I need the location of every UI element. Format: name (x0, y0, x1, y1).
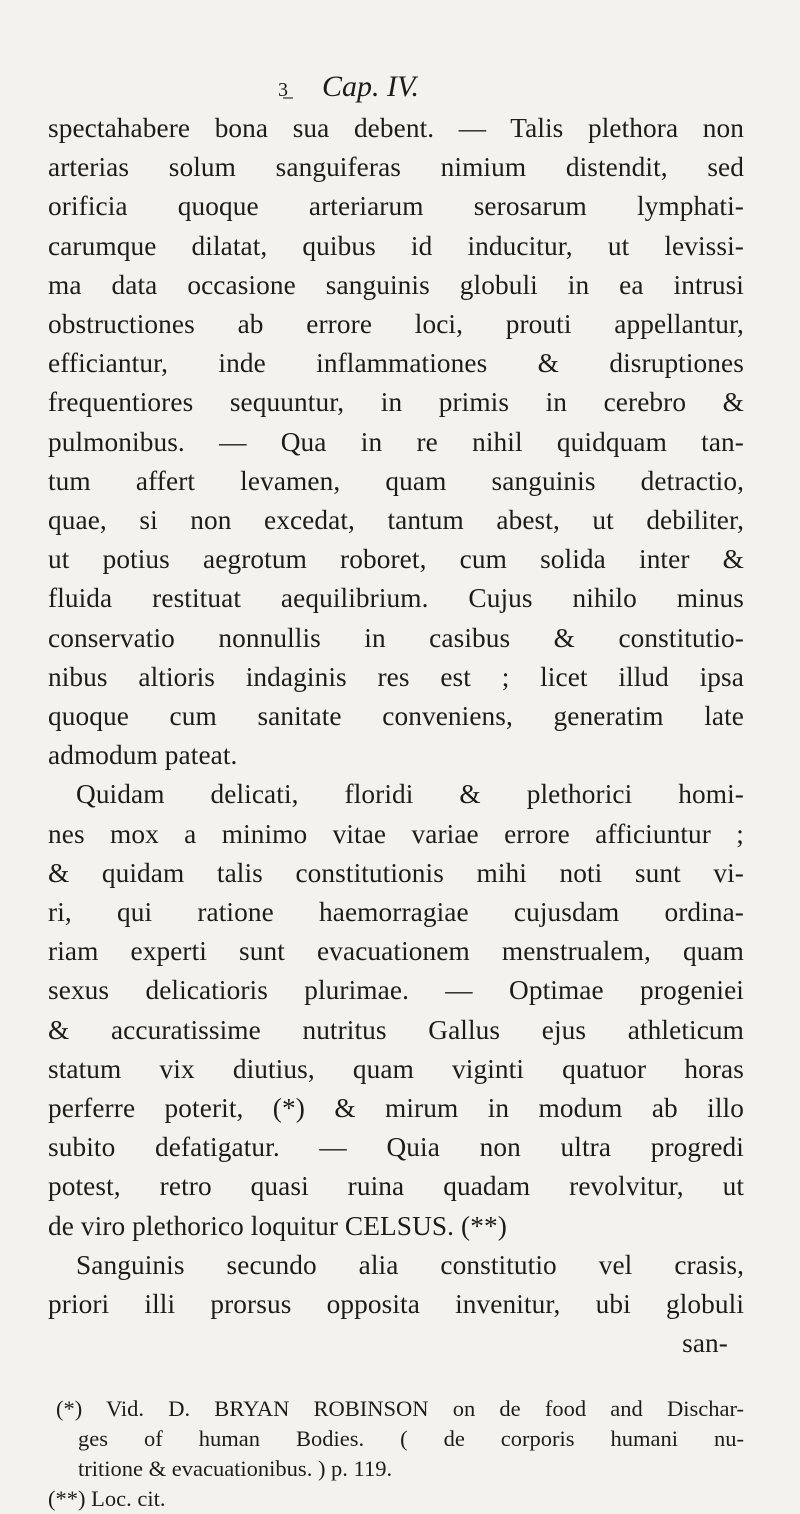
text-line: subito defatigatur. — Quia non ultra progredi (48, 1132, 744, 1163)
text-line: spectahabere bona sua debent. — Talis plethora non (48, 113, 744, 143)
text-line: quae, si non excedat, tantum abest, ut debiliter, (48, 505, 744, 536)
text-line: & accuratissime nutritus Gallus ejus athleticum (48, 1014, 744, 1045)
running-header (278, 70, 744, 107)
footnotes (48, 1394, 744, 1514)
text-line: pulmonibus. — Qua in re nihil quidquam tan- (48, 426, 744, 457)
text-line: nibus altioris indaginis res est ; licet illud ipsa (48, 661, 744, 692)
text-line: Sanguinis secundo alia constitutio vel crasis, (76, 1249, 744, 1280)
text-line: conservatio nonnullis in casibus & constitutio- (48, 622, 744, 653)
text-line: potest, retro quasi ruina quadam revolvitur, ut (48, 1171, 744, 1202)
text-line: riam experti sunt evacuationem menstrualem, quam (48, 936, 744, 967)
text-line: perferre poterit, (*) & mirum in modum ab illo (48, 1093, 744, 1124)
text-line: efficiantur, inde inflammationes & disruptiones (48, 348, 744, 379)
text-line: priori illi prorsus opposita invenitur, ubi globuli (48, 1289, 744, 1320)
footnote-line: tritione & evacuationibus. ) p. 119. (78, 1455, 393, 1481)
text-line: admodum pateat. (48, 740, 238, 771)
text-line: ma data occasione sanguinis globuli in ea intrusi (48, 269, 744, 300)
text-line: quoque cum sanitate conveniens, generatim late (48, 701, 744, 732)
text-line: carumque dilatat, quibus id inducitur, ut levissi- (48, 230, 744, 261)
text-line: sexus delicatioris plurimae. — Optimae progeniei (48, 975, 744, 1006)
text-line: ut potius aegrotum roboret, cum solida inter & (48, 544, 744, 575)
footnote-line: ges of human Bodies. ( de corporis humani nu- (78, 1425, 744, 1451)
footnote-line: (**) Loc. cit. (48, 1485, 166, 1511)
text-line: tum affert levamen, quam sanguinis detractio, (48, 465, 744, 496)
footnote-line: (*) Vid. D. BRYAN ROBINSON on de food and Dischar- (56, 1395, 744, 1421)
text-line: & quidam talis constitutionis mihi noti sunt vi- (48, 857, 744, 888)
text-line: arterias solum sanguiferas nimium distendit, sed (48, 152, 744, 183)
text-line: obstructiones ab errore loci, prouti appellantur, (48, 309, 744, 340)
text-line: frequentiores sequuntur, in primis in cerebro & (48, 387, 744, 418)
text-line: fluida restituat aequilibrium. Cujus nihilo minus (48, 583, 744, 614)
text-line: orificia quoque arteriarum serosarum lymphati- (48, 191, 744, 222)
text-line: statum vix diutius, quam viginti quatuor horas (48, 1053, 744, 1084)
text-line: Quidam delicati, floridi & plethorici homi- (76, 779, 744, 810)
page-number: 3̲ (278, 79, 288, 101)
text-line: de viro plethorico loquitur CELSUS. (**) (48, 1210, 507, 1241)
text-line: ri, qui ratione haemorragiae cujusdam ordina- (48, 897, 744, 928)
running-title: Cap. IV. (322, 70, 419, 103)
text-line: nes mox a minimo vitae variae errore afficiuntur ; (48, 818, 744, 849)
catchword: san- (682, 1328, 728, 1359)
body-text (48, 109, 744, 1364)
